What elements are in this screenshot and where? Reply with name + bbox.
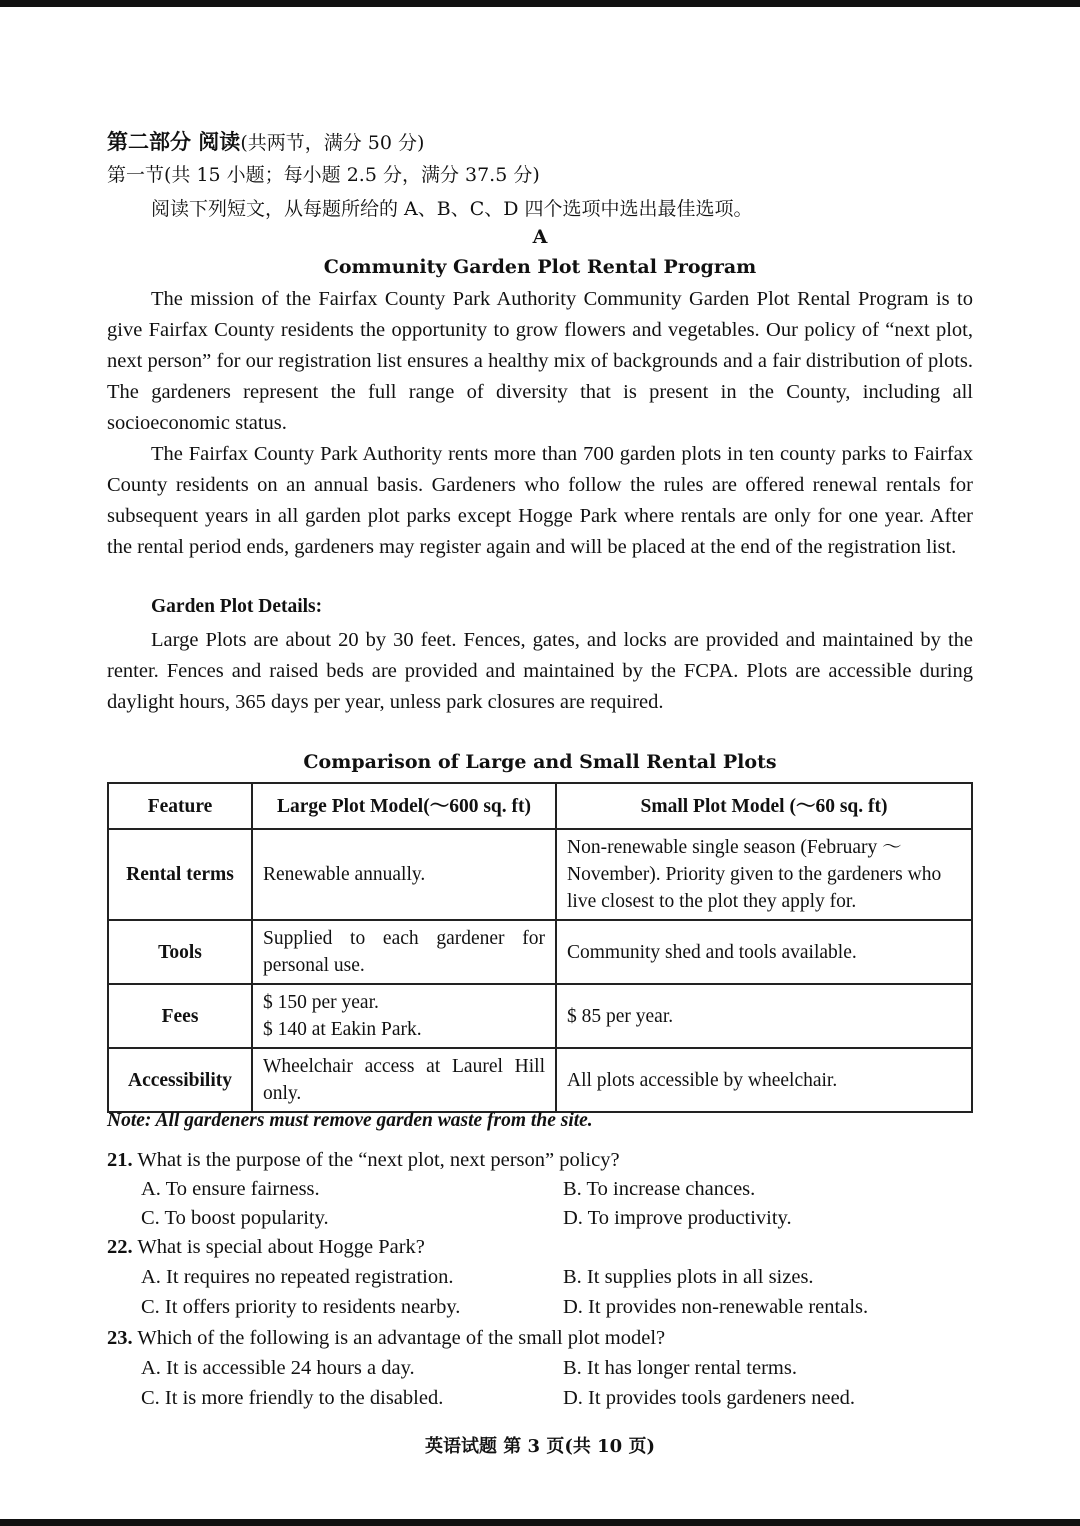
option-d[interactable]: D. It provides non-renewable rentals. — [563, 1296, 869, 1318]
comparison-table — [107, 782, 973, 1113]
feature-cell: Rental terms — [108, 829, 252, 920]
option-c[interactable]: C. To boost popularity. — [141, 1207, 329, 1229]
option-a[interactable]: A. It is accessible 24 hours a day. — [141, 1357, 415, 1379]
small-plot-cell: Non-renewable single season (February ～ November). Priority given to the gardeners who live closest to the plot they apply for. — [556, 829, 972, 920]
table-note: Note: All gardeners must remove garden waste from the site. — [107, 1110, 593, 1131]
option-b[interactable]: B. It supplies plots in all sizes. — [563, 1266, 814, 1288]
details-heading: Garden Plot Details: — [151, 596, 323, 617]
question-number: 21. — [107, 1149, 133, 1171]
question-number: 22. — [107, 1236, 133, 1258]
large-plot-cell — [252, 984, 556, 1048]
table-row — [108, 920, 972, 984]
option-b[interactable]: B. It has longer rental terms. — [563, 1357, 797, 1379]
paragraph-3: Large Plots are about 20 by 30 feet. Fences, gates, and locks are provided and maintained by the renter. Fences and raised beds are provided and maintained by the FCPA. Plots are accessible during daylight hours, 365 days per year, unless park closures are required. — [107, 629, 973, 713]
feature-cell: Fees — [108, 984, 252, 1048]
table-title: Comparison of Large and Small Rental Plots — [303, 751, 777, 773]
bottom-border — [0, 1519, 1080, 1526]
question-22 — [107, 1236, 425, 1259]
feature-cell: Tools — [108, 920, 252, 984]
part-title: 第二部分 阅读(共两节，满分 50 分) — [107, 129, 425, 154]
section-title: 第一节(共 15 小题；每小题 2.5 分，满分 37.5 分) — [107, 164, 540, 186]
top-border — [0, 0, 1080, 7]
header-small-plot: Small Plot Model (～60 sq. ft) — [556, 783, 972, 829]
option-b[interactable]: B. To increase chances. — [563, 1178, 756, 1200]
fee-standard: $ 150 per year. — [263, 992, 379, 1013]
question-text: What is special about Hogge Park? — [137, 1236, 425, 1258]
question-21 — [107, 1149, 620, 1172]
question-text: Which of the following is an advantage of the small plot model? — [137, 1327, 666, 1349]
table-row — [108, 984, 972, 1048]
option-c[interactable]: C. It is more friendly to the disabled. — [141, 1387, 444, 1409]
option-a[interactable]: A. To ensure fairness. — [141, 1178, 320, 1200]
large-plot-cell: Renewable annually. — [252, 829, 556, 920]
part-subtitle: (共两节，满分 50 分) — [240, 132, 425, 154]
paragraph-1: The mission of the Fairfax County Park Authority Community Garden Plot Rental Program is to give Fairfax County residents the opportunity to grow flowers and vegetables. Our policy of “next plot, next person” for our registration list ensures a healthy mix of backgrounds and a fair distribution of plots. The gardeners represent the full range of diversity that is present in the County, including all socioeconomic status. — [107, 288, 973, 434]
passage-letter: A — [532, 226, 548, 248]
table-row — [108, 829, 972, 920]
option-d[interactable]: D. To improve productivity. — [563, 1207, 792, 1229]
large-plot-cell: Wheelchair access at Laurel Hill only. — [252, 1048, 556, 1112]
option-d[interactable]: D. It provides tools gardeners need. — [563, 1387, 856, 1409]
paragraph-2: The Fairfax County Park Authority rents more than 700 garden plots in ten county parks to Fairfax County residents on an annual basis. Gardeners who follow the rules are offered renewal rentals for subsequent years in all garden plot parks except Hogge Park where rentals are only for one year. After the rental period ends, gardeners may register again and will be placed at the end of the registration list. — [107, 443, 973, 558]
question-number: 23. — [107, 1327, 133, 1349]
small-plot-cell: Community shed and tools available. — [556, 920, 972, 984]
option-c[interactable]: C. It offers priority to residents nearby. — [141, 1296, 461, 1318]
question-23 — [107, 1327, 665, 1350]
option-a[interactable]: A. It requires no repeated registration. — [141, 1266, 454, 1288]
header-feature: Feature — [108, 783, 252, 829]
question-text: What is the purpose of the “next plot, next person” policy? — [137, 1149, 620, 1171]
table-header-row — [108, 783, 972, 829]
small-plot-cell: $ 85 per year. — [556, 984, 972, 1048]
feature-cell: Accessibility — [108, 1048, 252, 1112]
table-row — [108, 1048, 972, 1112]
header-large-plot: Large Plot Model(～600 sq. ft) — [252, 783, 556, 829]
large-plot-cell: Supplied to each gardener for personal use. — [252, 920, 556, 984]
small-plot-cell: All plots accessible by wheelchair. — [556, 1048, 972, 1112]
page-footer: 英语试题 第 3 页(共 10 页) — [425, 1436, 655, 1457]
passage-title: Community Garden Plot Rental Program — [323, 256, 757, 278]
instruction: 阅读下列短文，从每题所给的 A、B、C、D 四个选项中选出最佳选项。 — [151, 198, 753, 220]
fee-eakin: $ 140 at Eakin Park. — [263, 1019, 422, 1040]
